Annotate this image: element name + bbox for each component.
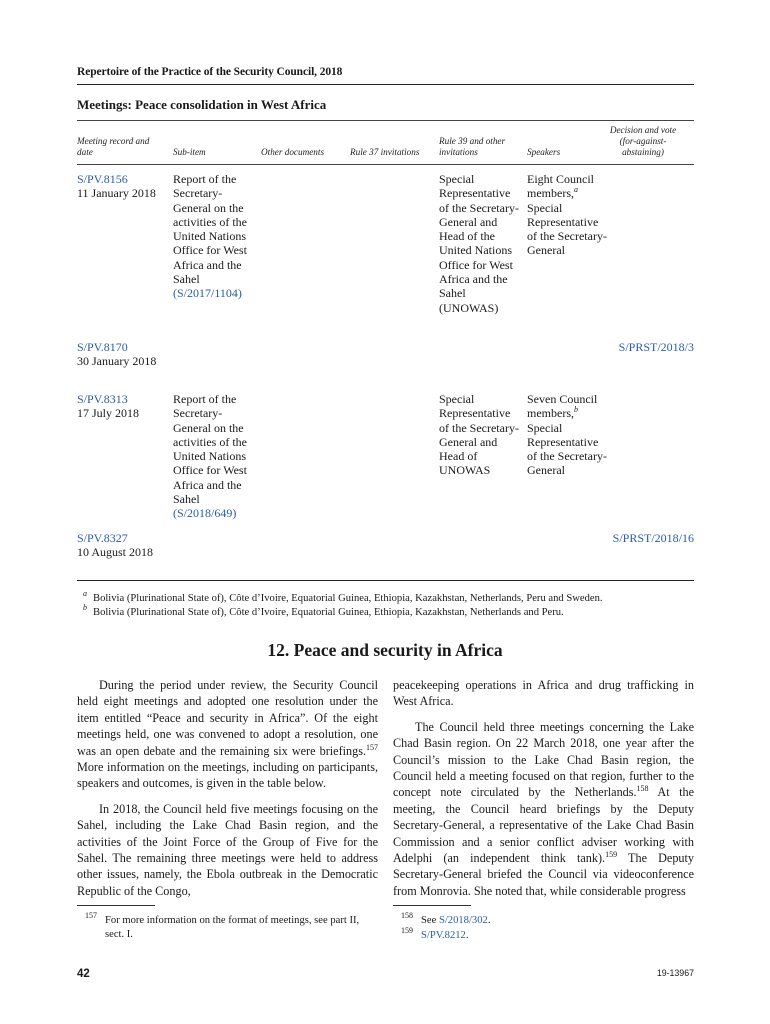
body-column-left (77, 677, 378, 908)
header-rule (77, 84, 694, 85)
body-text: At the meeting, the Council heard briefings by the Deputy Secretary-General, a representative of the Lake Chad Basin Commission and a senior conflict adviser working with Adelphi (an independent think tank). (393, 785, 694, 866)
note-marker: a (574, 185, 578, 195)
footnote-text: . (465, 930, 469, 941)
footnote-ref: 158 (636, 784, 649, 794)
table-row (77, 531, 162, 560)
col-header-subitem: Sub-item (173, 147, 206, 157)
meeting-date: 30 January 2018 (77, 354, 157, 369)
report-document-link[interactable]: (S/2018/649) (173, 506, 237, 521)
subitem-text: Report of the Secretary-General on the activities of the United Nations Office for West Africa and the Sahel (173, 392, 247, 507)
note-text: Bolivia (Plurinational State of), Côte d’Ivoire, Equatorial Guinea, Ethiopia, Kazakhstan, Netherlands, Peru and Sweden. (93, 593, 603, 604)
footnote-text: For more information on the format of meetings, see part II, sect. I. (105, 915, 360, 940)
meeting-record-link[interactable]: S/PV.8170 (77, 340, 128, 354)
subitem-cell (173, 392, 255, 521)
body-text: More information on the meetings, including on participants, speakers and outcomes, is given in the table below. (77, 760, 378, 791)
meeting-record-link[interactable]: S/PV.8327 (77, 531, 128, 545)
decision-link[interactable]: S/PRST/2018/16 (612, 531, 694, 545)
footnote-text: See (421, 915, 439, 926)
footnote-157: 157 For more information on the format of meetings, see part II, sect. I. (85, 911, 360, 940)
title-rule (77, 120, 694, 121)
table-note: b Bolivia (Plurinational State of), Côte d’Ivoire, Equatorial Guinea, Ethiopia, Kazakhstan, Netherlands and Peru. (83, 603, 564, 618)
meeting-date: 11 January 2018 (77, 186, 156, 201)
note-text: Bolivia (Plurinational State of), Côte d’Ivoire, Equatorial Guinea, Ethiopia, Kazakhstan, Netherlands and Peru. (93, 607, 564, 618)
body-paragraph: peacekeeping operations in Africa and drug trafficking in West Africa. (393, 678, 694, 709)
col-header-other-documents: Other documents (261, 147, 325, 157)
table-note: a Bolivia (Plurinational State of), Côte d’Ivoire, Equatorial Guinea, Ethiopia, Kazakhstan, Netherlands, Peru and Sweden. (83, 589, 603, 604)
footnote-159: 159 S/PV.8212. (401, 926, 469, 941)
table-title: Meetings: Peace consolidation in West Africa (77, 97, 327, 112)
running-header: Repertoire of the Practice of the Security Council, 2018 (77, 66, 343, 78)
report-document-link[interactable]: (S/2017/1104) (173, 286, 242, 301)
note-marker: b (574, 405, 578, 415)
table-row (77, 172, 162, 201)
subitem-text: Report of the Secretary-General on the activities of the United Nations Office for West Africa and the Sahel (173, 172, 247, 287)
page-number: 42 (77, 968, 90, 980)
table-row (77, 340, 162, 369)
body-column-right (393, 677, 694, 908)
footnote-158: 158 See S/2018/302. (401, 911, 491, 926)
header-row-rule (77, 164, 694, 165)
body-text: The Council held three meetings concerning the Lake Chad Basin region. On 22 March 2018, one year after the Council’s mission to the Lake Chad Basin region, the Council held a meeting focused on that region, further to the concept note circulated by the Netherlands. (393, 719, 694, 800)
rule39-cell: Special Representative of the Secretary-General and Head of the United Nations Office for West Africa and the Sahel (UNOWAS) (439, 172, 519, 315)
footnote-link[interactable]: S/2018/302 (438, 915, 488, 926)
footnote-text: . (487, 915, 491, 926)
body-paragraph: In 2018, the Council held five meetings focusing on the Sahel, including the Lake Chad Basin region, and the activities of the Joint Force of the Group of Five for the Sahel. The remaining three meetings were held to address other issues, namely, the Ebola outbreak in the Democratic Republic of the Congo, (77, 801, 378, 898)
meeting-record-link[interactable]: S/PV.8156 (77, 172, 128, 186)
decision-cell (604, 340, 694, 354)
document-code: 19-13967 (656, 968, 694, 978)
speakers-text: Seven Council members, (527, 392, 598, 421)
col-header-speakers: Speakers (527, 147, 561, 157)
col-header-decision: Decision and vote (for-against-abstaining) (609, 125, 677, 157)
footnote-link[interactable]: S/PV.8212 (421, 930, 466, 941)
table-bottom-rule (77, 580, 694, 581)
body-paragraph (77, 677, 378, 792)
speakers-text: Eight Council members, (527, 172, 594, 201)
footnote-rule (77, 905, 155, 906)
rule39-cell: Special Representative of the Secretary-General and Head of UNOWAS (439, 392, 519, 478)
col-header-rule39: Rule 39 and other invitations (439, 136, 506, 157)
col-header-rule37: Rule 37 invitations (350, 147, 420, 157)
meeting-date: 17 July 2018 (77, 406, 140, 421)
footnote-ref: 157 (366, 742, 378, 752)
decision-cell (604, 531, 694, 545)
col-header-meeting: Meeting record and date (77, 136, 150, 157)
section-heading: 12. Peace and security in Africa (267, 640, 503, 660)
subitem-cell (173, 172, 255, 301)
body-text: The Deputy Secretary-General briefed the Council via videoconference from Monrovia. She noted that, while considerable progress (393, 851, 695, 898)
footnote-rule (393, 905, 471, 906)
footnote-ref: 159 (605, 850, 618, 859)
speakers-cell (527, 392, 607, 478)
decision-link[interactable]: S/PRST/2018/3 (618, 340, 694, 354)
speakers-cell (527, 172, 607, 258)
table-row (77, 392, 162, 421)
body-paragraph (393, 719, 694, 899)
meeting-record-link[interactable]: S/PV.8313 (77, 392, 128, 406)
meeting-date: 10 August 2018 (77, 545, 154, 560)
speakers-text: Special Representative of the Secretary-General (527, 420, 607, 478)
body-text: During the period under review, the Security Council held eight meetings and adopted one resolution under the item entitled “Peace and security in Africa”. Of the eight meetings held, one was convened to adopt a resolution, one was an open debate and the remaining six were briefings. (77, 678, 378, 758)
speakers-text: Special Representative of the Secretary-General (527, 200, 607, 258)
